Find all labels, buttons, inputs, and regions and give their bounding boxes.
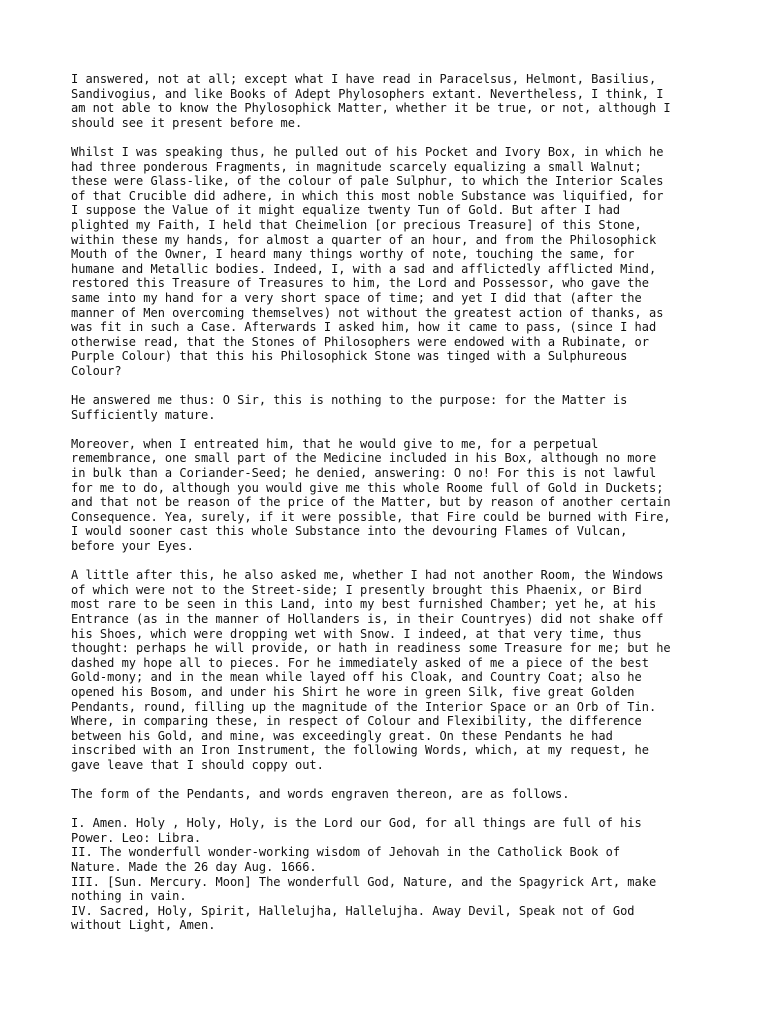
- pendant-inscription-1: I. Amen. Holy , Holy, Holy, is the Lord our God, for all things are full of his Power. Leo: Libra.: [71, 816, 642, 845]
- paragraph-reply: He answered me thus: O Sir, this is nothing to the purpose: for the Matter is Sufficiently mature.: [71, 393, 628, 422]
- paragraph-entreaty: Moreover, when I entreated him, that he would give to me, for a perpetual remembrance, one small part of the Medicine included in his Box, although no more in bulk than a Coriander-Seed; he denied, answering: O no! For this is not lawful for me to do, although you would give me this whole Roome full of Gold in Duckets; and that not be reason of the price of the Matter, but by reason of another certain Consequence. Yea, surely, if it were possible, that Fire could be burned with Fire, I would sooner cast this whole Substance into the devouring Flames of Vulcan, before your Eyes.: [71, 436, 671, 553]
- pendant-inscription-2: II. The wonderfull wonder-working wisdom of Jehovah in the Catholick Book of Nature. Made the 26 day Aug. 1666.: [71, 845, 621, 875]
- paragraph-chamber: A little after this, he also asked me, whether I had not another Room, the Windows of which were not to the Street-side; I presently brought this Phaenix, or Bird most rare to be seen in this Land, into my best furnished Chamber; yet he, at his Entrance (as in the manner of Hollanders is, in their Countryes) did not shake off his Shoes, which were dropping wet with Snow. I indeed, at that very time, thus thought: perhaps he will provide, or hath in readiness some Treasure for me; but he dashed my hope all to pieces. For he immediately asked of me a piece of the best Gold-mony; and in the mean while layed off his Cloak, and Country Coat; also he opened his Bosom, and under his Shirt he wore in green Silk, five great Golden Pendants, round, filling up the magnitude of the Interior Space or an Orb of Tin. Where, in comparing these, in respect of Colour and Flexibility, the difference between his Gold, and mine, was exceedingly great. On these Pendants he had inscribed with an Iron Instrument, the following Words, which, at my request, he gave leave that I should coppy out.: [71, 568, 671, 772]
- paragraph-ivory-box: Whilst I was speaking thus, he pulled out of his Pocket and Ivory Box, in which he had three ponderous Fragments, in magnitude scarcely equalizing a small Walnut; these were Glass-like, of the colour of pale Sulphur, to which the Interior Scales of that Crucible did adhere, in which this most noble Substance was liquified, for I suppose the Value of it might equalize twenty Tun of Gold. But after I had plighted my Faith, I held that Cheimelion [or precious Treasure] of this Stone, within these my hands, for almost a quarter of an hour, and from the Philosophick Mouth of the Owner, I heard many things worthy of note, touching the same, for humane and Metallic bodies. Indeed, I, with a sad and afflictedly afflicted Mind, restored this Treasure of Treasures to him, the Lord and Possessor, who gave the same into my hand for a very short space of time; and yet I did that (after the manner of Men overcoming themselves) not without the greatest action of thanks, as was fit in such a Case. Afterwards I asked him, how it came to pass, (since I had otherwise read, that the Stones of Philosophers were endowed with a Rubinate, or Purple Colour) that this his Philosophick Stone was tinged with a Sulphureous Colour?: [71, 144, 664, 378]
- paragraph-pendants-intro: The form of the Pendants, and words engraven thereon, are as follows.: [71, 787, 570, 802]
- pendant-inscription-4: IV. Sacred, Holy, Spirit, Hallelujha, Hallelujha. Away Devil, Speak not of God without Light, Amen.: [71, 903, 635, 933]
- document-page: [71, 72, 711, 933]
- pendant-inscriptions-list: [71, 816, 711, 933]
- pendant-inscription-3: III. [Sun. Mercury. Moon] The wonderfull God, Nature, and the Spagyrick Art, make nothing in vain.: [71, 874, 657, 904]
- paragraph-answer: I answered, not at all; except what I have read in Paracelsus, Helmont, Basilius, Sandivogius, and like Books of Adept Phylosophers extant. Nevertheless, I think, I am not able to know the Phylosophick Matter, whether it be true, or not, although I should see it present before me.: [71, 72, 671, 130]
